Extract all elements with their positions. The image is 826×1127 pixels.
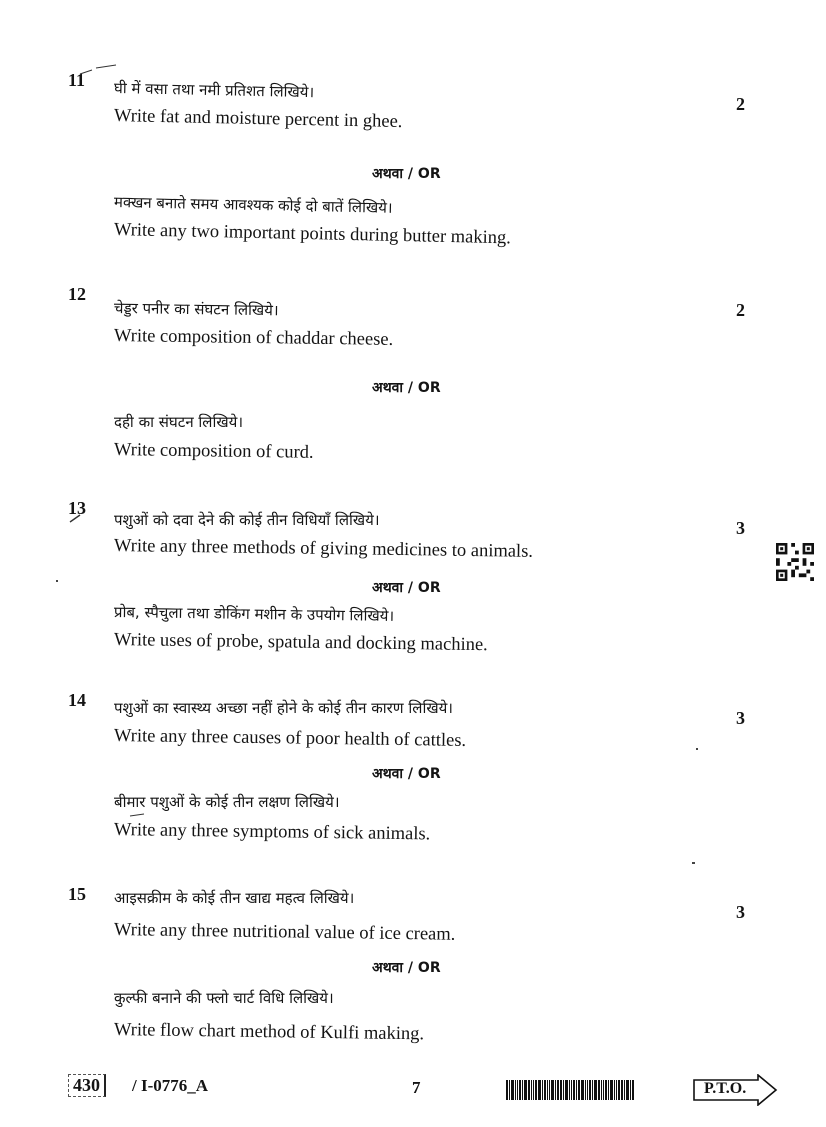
barcode-stripe <box>601 1080 602 1100</box>
barcode-stripe <box>563 1080 564 1100</box>
question-marks: 3 <box>736 708 745 728</box>
barcode-stripe <box>547 1080 548 1100</box>
barcode-stripe <box>578 1080 580 1100</box>
scan-dot <box>692 862 695 864</box>
question-number: 11 <box>68 70 86 90</box>
barcode-stripe <box>630 1080 631 1100</box>
barcode-stripe <box>571 1080 572 1100</box>
question-hindi: चेड्डर पनीर का संघटन लिखिये। <box>113 299 279 320</box>
question-number: 12 <box>68 284 86 304</box>
barcode-stripe <box>517 1080 518 1100</box>
question-english: Write any three nutritional value of ice cream. <box>113 920 456 945</box>
question-english: Write composition of chaddar cheese. <box>113 326 394 350</box>
alternate-english: Write any three symptoms of sick animals. <box>113 820 431 845</box>
alternate-hindi: मक्खन बनाते समय आवश्यक कोई दो बातें लिखिये। <box>113 193 393 217</box>
barcode-stripe <box>560 1080 562 1100</box>
barcode-stripe <box>632 1080 634 1100</box>
barcode-stripe <box>608 1080 609 1100</box>
barcode-stripe <box>592 1080 593 1100</box>
barcode-stripe <box>621 1080 623 1100</box>
barcode <box>506 1080 682 1100</box>
barcode-stripe <box>614 1080 615 1100</box>
alternate-hindi: दही का संघटन लिखिये। <box>114 413 244 431</box>
pto-label: P.T.O. <box>704 1080 747 1097</box>
barcode-stripe <box>506 1080 508 1100</box>
barcode-stripe <box>616 1080 617 1100</box>
barcode-stripe <box>549 1080 550 1100</box>
question-marks: 3 <box>736 902 745 922</box>
page-number: 7 <box>412 1078 421 1097</box>
barcode-stripe <box>589 1080 591 1100</box>
question-number: 14 <box>68 690 86 710</box>
qr-code-icon <box>775 543 815 581</box>
barcode-stripe <box>565 1080 568 1100</box>
barcode-stripe <box>528 1080 530 1100</box>
question-marks: 2 <box>736 94 745 114</box>
or-separator: अथवा / OR <box>372 166 441 182</box>
barcode-stripe <box>573 1080 575 1100</box>
barcode-stripe <box>542 1080 543 1100</box>
paper-code-suffix: / I-0776_A <box>132 1076 209 1095</box>
page-footer <box>0 1068 826 1108</box>
barcode-stripe <box>618 1080 620 1100</box>
barcode-stripe <box>544 1080 546 1100</box>
barcode-stripe <box>569 1080 570 1100</box>
question-english: Write fat and moisture percent in ghee. <box>113 106 403 133</box>
scan-mark <box>128 810 148 820</box>
scan-dot <box>56 580 58 582</box>
question-english: Write any three methods of giving medicines to animals. <box>113 536 534 562</box>
barcode-stripe <box>605 1080 607 1100</box>
barcode-stripe <box>624 1080 625 1100</box>
question-hindi: पशुओं को दवा देने की कोई तीन विधियाँ लिखिये। <box>114 511 380 529</box>
alternate-english: Write composition of curd. <box>113 440 314 463</box>
question-hindi: पशुओं का स्वास्थ्य अच्छा नहीं होने के कोई तीन कारण लिखिये। <box>114 699 453 717</box>
barcode-stripe <box>555 1080 556 1100</box>
barcode-stripe <box>598 1080 600 1100</box>
or-separator: अथवा / OR <box>372 960 441 976</box>
barcode-stripe <box>594 1080 597 1100</box>
question-marks: 2 <box>736 300 745 320</box>
paper-code: 430 <box>68 1074 106 1097</box>
scan-mark <box>68 512 84 524</box>
barcode-stripe <box>581 1080 584 1100</box>
barcode-stripe <box>509 1080 510 1100</box>
or-separator: अथवा / OR <box>372 766 441 782</box>
alternate-hindi: कुल्फी बनाने की फ्लो चार्ट विधि लिखिये। <box>114 989 334 1007</box>
barcode-stripe <box>557 1080 559 1100</box>
question-hindi: आइसक्रीम के कोई तीन खाद्य महत्व लिखिये। <box>114 889 355 907</box>
alternate-hindi: बीमार पशुओं के कोई तीन लक्षण लिखिये। <box>114 793 340 811</box>
alternate-english: Write any two important points during butter making. <box>113 220 512 249</box>
alternate-english: Write uses of probe, spatula and docking machine. <box>113 630 488 656</box>
barcode-stripe <box>576 1080 577 1100</box>
question-number: 15 <box>68 884 86 904</box>
scan-mark <box>78 64 118 76</box>
or-separator: अथवा / OR <box>372 580 441 596</box>
barcode-stripe <box>610 1080 613 1100</box>
barcode-stripe <box>587 1080 588 1100</box>
question-number: 13 <box>68 498 86 518</box>
barcode-stripe <box>531 1080 532 1100</box>
question-marks: 3 <box>736 518 745 538</box>
barcode-stripe <box>533 1080 534 1100</box>
barcode-stripe <box>522 1080 523 1100</box>
alternate-english: Write flow chart method of Kulfi making. <box>113 1020 425 1045</box>
pto-indicator <box>692 1074 778 1106</box>
barcode-stripe <box>515 1080 516 1100</box>
barcode-stripe <box>585 1080 586 1100</box>
barcode-stripe <box>524 1080 527 1100</box>
barcode-stripe <box>511 1080 514 1100</box>
barcode-stripe <box>626 1080 629 1100</box>
barcode-stripe <box>538 1080 541 1100</box>
barcode-stripe <box>519 1080 521 1100</box>
question-hindi: घी में वसा तथा नमी प्रतिशत लिखिये। <box>113 79 315 102</box>
barcode-stripe <box>603 1080 604 1100</box>
scan-dot <box>696 748 698 750</box>
barcode-stripe <box>551 1080 554 1100</box>
alternate-hindi: प्रोब, स्पैचुला तथा डोकिंग मशीन के उपयोग लिखिये। <box>113 603 395 625</box>
barcode-stripe <box>535 1080 537 1100</box>
or-separator: अथवा / OR <box>372 380 441 396</box>
question-english: Write any three causes of poor health of cattles. <box>113 726 467 751</box>
